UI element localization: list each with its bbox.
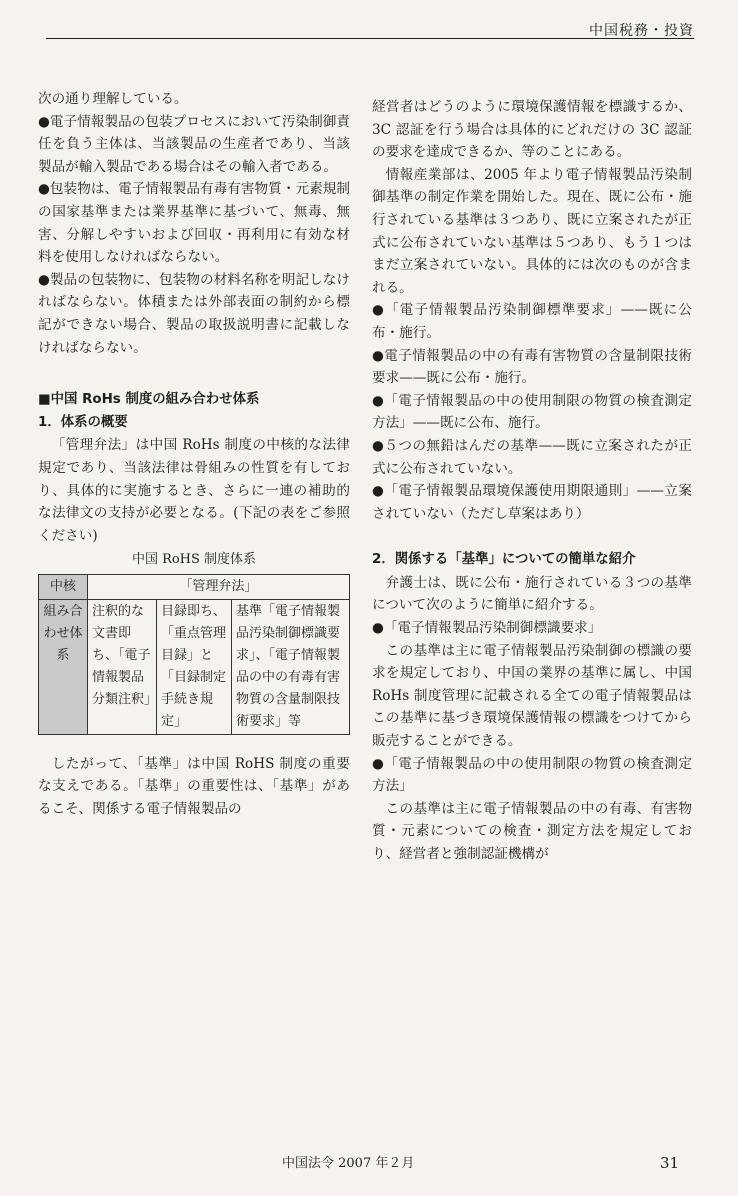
left-bullet-2: ●包装物は、電子情報製品有毒有害物質・元素規制の国家基準または業界基準に基づいて、無毒、無害、分解しやすいおよび回収・再利用に有効な材料を使用しなければならない。 bbox=[38, 181, 350, 266]
table-core-value: 「管理弁法」 bbox=[88, 574, 350, 599]
right-bullet-2: ●電子情報製品の中の有毒有害物質の含量制限技術要求——既に公布・施行。 bbox=[372, 347, 692, 387]
left-bullet-1: ●電子情報製品の包装プロセスにおいて汚染制御責任を負う主体は、当該製品の生産者であり、当該製品が輸入製品である場合はその輸入者である。 bbox=[38, 113, 350, 175]
overview-paragraph: 「管理弁法」は中国 RoHs 制度の中核的な法律規定であり、当該法律は骨組みの性質を有しており、具体的に実施するとき、さらに一連の補助的な法律文の支持が必要となる。(下記の表をご参照ください) bbox=[38, 437, 350, 544]
running-header: 中国税務・投資 bbox=[589, 23, 694, 39]
right-bullet-3: ●「電子情報製品の中の使用制限の物質の検査測定方法」——既に公布、施行。 bbox=[372, 392, 692, 432]
left-bullet-3: ●製品の包装物に、包装物の材料名称を明記しなければならない。体積または外部表面の制約から標記ができない場合、製品の取扱説明書に記載しなければならない。 bbox=[38, 271, 350, 356]
standard-1-body: この基準は主に電子情報製品汚染制御の標識の要求を規定しており、中国の業界の基準に属し、中国 RoHs 制度管理に記載される全ての電子情報製品はこの基準に基づき環境保護情報の標識をつけてから販売することができる。 bbox=[372, 642, 692, 750]
lawyer-paragraph: 弁護士は、既に公布・施行されている３つの基準について次のように簡単に紹介する。 bbox=[372, 574, 692, 614]
table-combination-label: 組み合わせ体系 bbox=[39, 599, 88, 734]
standard-1-title: ●「電子情報製品汚染制御標識要求」 bbox=[372, 620, 602, 637]
standard-2-body: この基準は主に電子情報製品の中の有毒、有害物質・元素についての検査・測定方法を規定しており、経営者と強制認証機構が bbox=[372, 800, 692, 862]
sub-heading: 1．体系の概要 bbox=[38, 414, 128, 430]
table-cell-annotation-docs: 注釈的な文書即ち、「電子情報製品分類注釈」 bbox=[88, 599, 157, 734]
right-bullet-1: ●「電子情報製品汚染制御標準要求」——既に公布・施行。 bbox=[372, 302, 692, 341]
header-rule bbox=[46, 38, 694, 39]
table-core-label: 中核 bbox=[39, 574, 88, 599]
continuation-paragraph: 経営者はどうのように環境保護情報を標識するか、3C 認証を行う場合は具体的にどれだけの 3C 認証の要求を達成できるか、等のことにある。 bbox=[372, 99, 692, 161]
intro-line: 次の通り理解している。 bbox=[38, 91, 188, 107]
section-heading: ■中国 RoHs 制度の組み合わせ体系 bbox=[38, 392, 260, 408]
ministry-paragraph: 情報産業部は、2005 年より電子情報製品汚染制御基準の制定作業を開始した。現在、既に公布・施行されている基準は３つあり、既に立案されたが正式に公布されていない基準は５つあり、もう１つはまだ立案されていない。具体的には次のものが含まれる。 bbox=[372, 166, 692, 296]
table-cell-catalog: 目録即ち、「重点管理目録」と「目録制定手続き規定」 bbox=[157, 599, 232, 734]
page-number: 31 bbox=[660, 1154, 680, 1172]
table-cell-standards: 基準「電子情報製品汚染制御標識要求」、「電子情報製品の中の有毒有害物質の含量制限技術要求」等 bbox=[232, 599, 350, 734]
closing-paragraph: したがって、「基準」は中国 RoHS 制度の重要な支えである。「基準」の重要性は、「基準」があるこそ、関係する電子情報製品の bbox=[38, 755, 350, 818]
footer-source: 中国法令 2007 年２月 bbox=[282, 1156, 415, 1171]
rohs-system-table bbox=[38, 574, 350, 735]
right-bullet-4: ●５つの無鉛はんだの基準——既に立案されたが正式に公布されていない。 bbox=[372, 437, 692, 477]
standard-2-title: ●「電子情報製品の中の使用制限の物質の検査測定方法」 bbox=[372, 755, 692, 795]
left-column bbox=[38, 88, 350, 821]
standards-heading: 2．関係する「基準」についての簡単な紹介 bbox=[372, 552, 636, 568]
right-column bbox=[372, 96, 692, 866]
table-caption: 中国 RoHS 制度体系 bbox=[131, 552, 257, 568]
right-bullet-5: ●「電子情報製品環境保護使用期限通則」——立案されていない（ただし草案はあり） bbox=[372, 483, 692, 522]
